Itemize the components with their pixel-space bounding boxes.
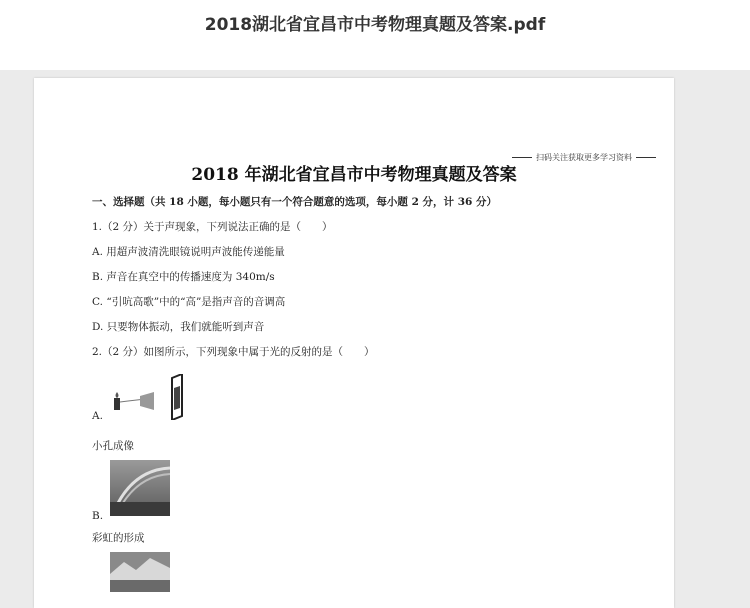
- question-1-option-a: A. 用超声波清洗眼镜说明声波能传递能量: [92, 246, 285, 258]
- dash-left: [512, 157, 532, 158]
- ground: [110, 502, 170, 516]
- page-title: 2018 年湖北省宜昌市中考物理真题及答案: [191, 165, 517, 185]
- document-title: 2018湖北省宜昌市中考物理真题及答案.pdf: [204, 15, 546, 35]
- question-1-option-b: B. 声音在真空中的传播速度为 340m/s: [92, 271, 275, 283]
- dash-right: [636, 157, 656, 158]
- screen-image: [174, 386, 180, 410]
- rainbow-photo: [110, 460, 170, 516]
- question-2-option-b-letter: B.: [92, 510, 104, 522]
- box-body: [140, 392, 154, 410]
- candle-flame: [116, 392, 119, 398]
- landscape-photo: [110, 552, 170, 592]
- question-2-option-a-letter: A.: [92, 410, 103, 422]
- question-1-option-d: D. 只要物体振动，我们就能听到声音: [92, 321, 265, 333]
- section-heading: 一、选择题（共 18 小题，每小题只有一个符合题意的选项，每小题 2 分，计 36 分）: [92, 196, 497, 208]
- title-bar: [0, 0, 750, 70]
- candle: [114, 398, 120, 410]
- question-1-option-c: C. “引吭高歌”中的“高”是指声音的音调高: [92, 296, 286, 308]
- pdf-page: [34, 78, 674, 608]
- pinhole-figure: [110, 374, 190, 420]
- question-2-option-a-caption: 小孔成像: [92, 440, 134, 452]
- water: [110, 580, 170, 592]
- watermark-text: 扫码关注获取更多学习资料: [536, 153, 632, 162]
- question-2-option-b-caption: 彩虹的形成: [92, 532, 145, 544]
- question-1-stem: 1.（2 分）关于声现象，下列说法正确的是（ ）: [92, 221, 333, 233]
- question-2-stem: 2.（2 分）如图所示，下列现象中属于光的反射的是（ ）: [92, 346, 375, 358]
